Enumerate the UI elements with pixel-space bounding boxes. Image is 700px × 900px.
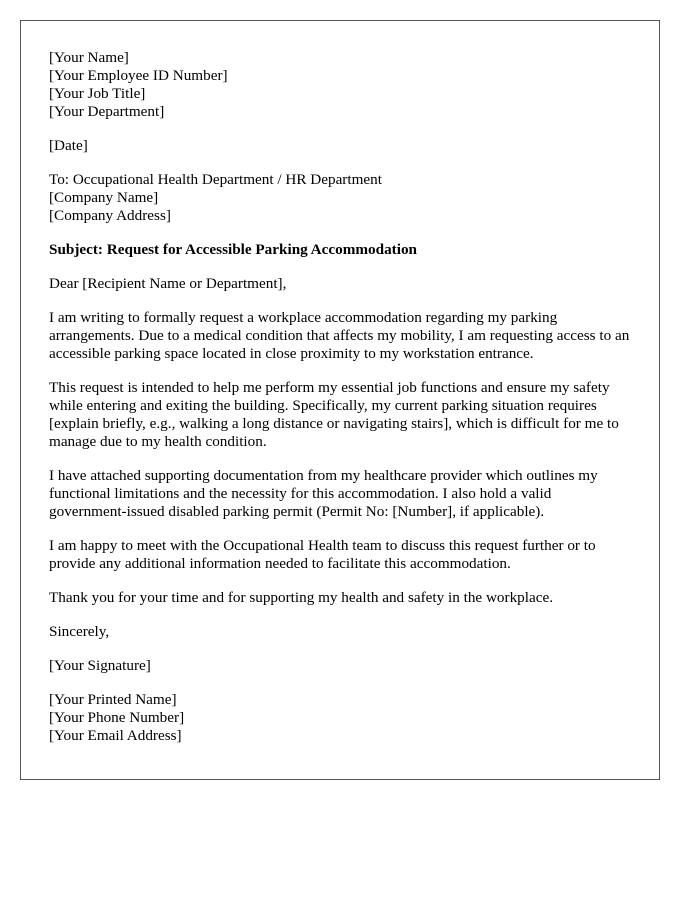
- signature-placeholder: [Your Signature]: [49, 657, 151, 674]
- body-paragraph: I am happy to meet with the Occupational Health team to discuss this request further or to provide any additional information needed to facilitate this accommodation.: [49, 537, 596, 572]
- body-paragraph: I am writing to formally request a workplace accommodation regarding my parking arrangements. Due to a medical condition that affects my mobility, I am requesting access to an accessible parking space located in close proximity to my workstation entrance.: [49, 309, 630, 362]
- salutation: Dear [Recipient Name or Department],: [49, 275, 287, 292]
- letter-page: [20, 20, 660, 780]
- letter-date: [Date]: [49, 137, 88, 154]
- email-address: [Your Email Address]: [49, 727, 182, 744]
- body-paragraph: Thank you for your time and for supporting my health and safety in the workplace.: [49, 589, 554, 606]
- sender-employee-id: [Your Employee ID Number]: [49, 67, 228, 84]
- printed-name: [Your Printed Name]: [49, 691, 177, 708]
- body-paragraph: I have attached supporting documentation from my healthcare provider which outlines my functional limitations and the necessity for this accommodation. I also hold a valid government-issued disabled parking permit (Permit No: [Number], if applicable).: [49, 467, 598, 520]
- footer-block: [49, 691, 631, 745]
- phone-number: [Your Phone Number]: [49, 709, 185, 726]
- body-paragraph: This request is intended to help me perform my essential job functions and ensure my safety while entering and exiting the building. Specifically, my current parking situation requires [explain briefly, e.g., walking a long distance or navigating stairs], which is difficult for me to manage due to my health condition.: [49, 379, 619, 450]
- sender-job-title: [Your Job Title]: [49, 85, 146, 102]
- recipient-company-address: [Company Address]: [49, 207, 171, 224]
- recipient-block: [49, 171, 631, 225]
- subject-line: Subject: Request for Accessible Parking Accommodation: [49, 241, 417, 258]
- recipient-to-line: To: Occupational Health Department / HR Department: [49, 171, 382, 188]
- closing: Sincerely,: [49, 623, 110, 640]
- recipient-company-name: [Company Name]: [49, 189, 159, 206]
- date-block: [49, 137, 631, 155]
- sender-block: [49, 49, 631, 121]
- sender-department: [Your Department]: [49, 103, 165, 120]
- sender-name: [Your Name]: [49, 49, 129, 66]
